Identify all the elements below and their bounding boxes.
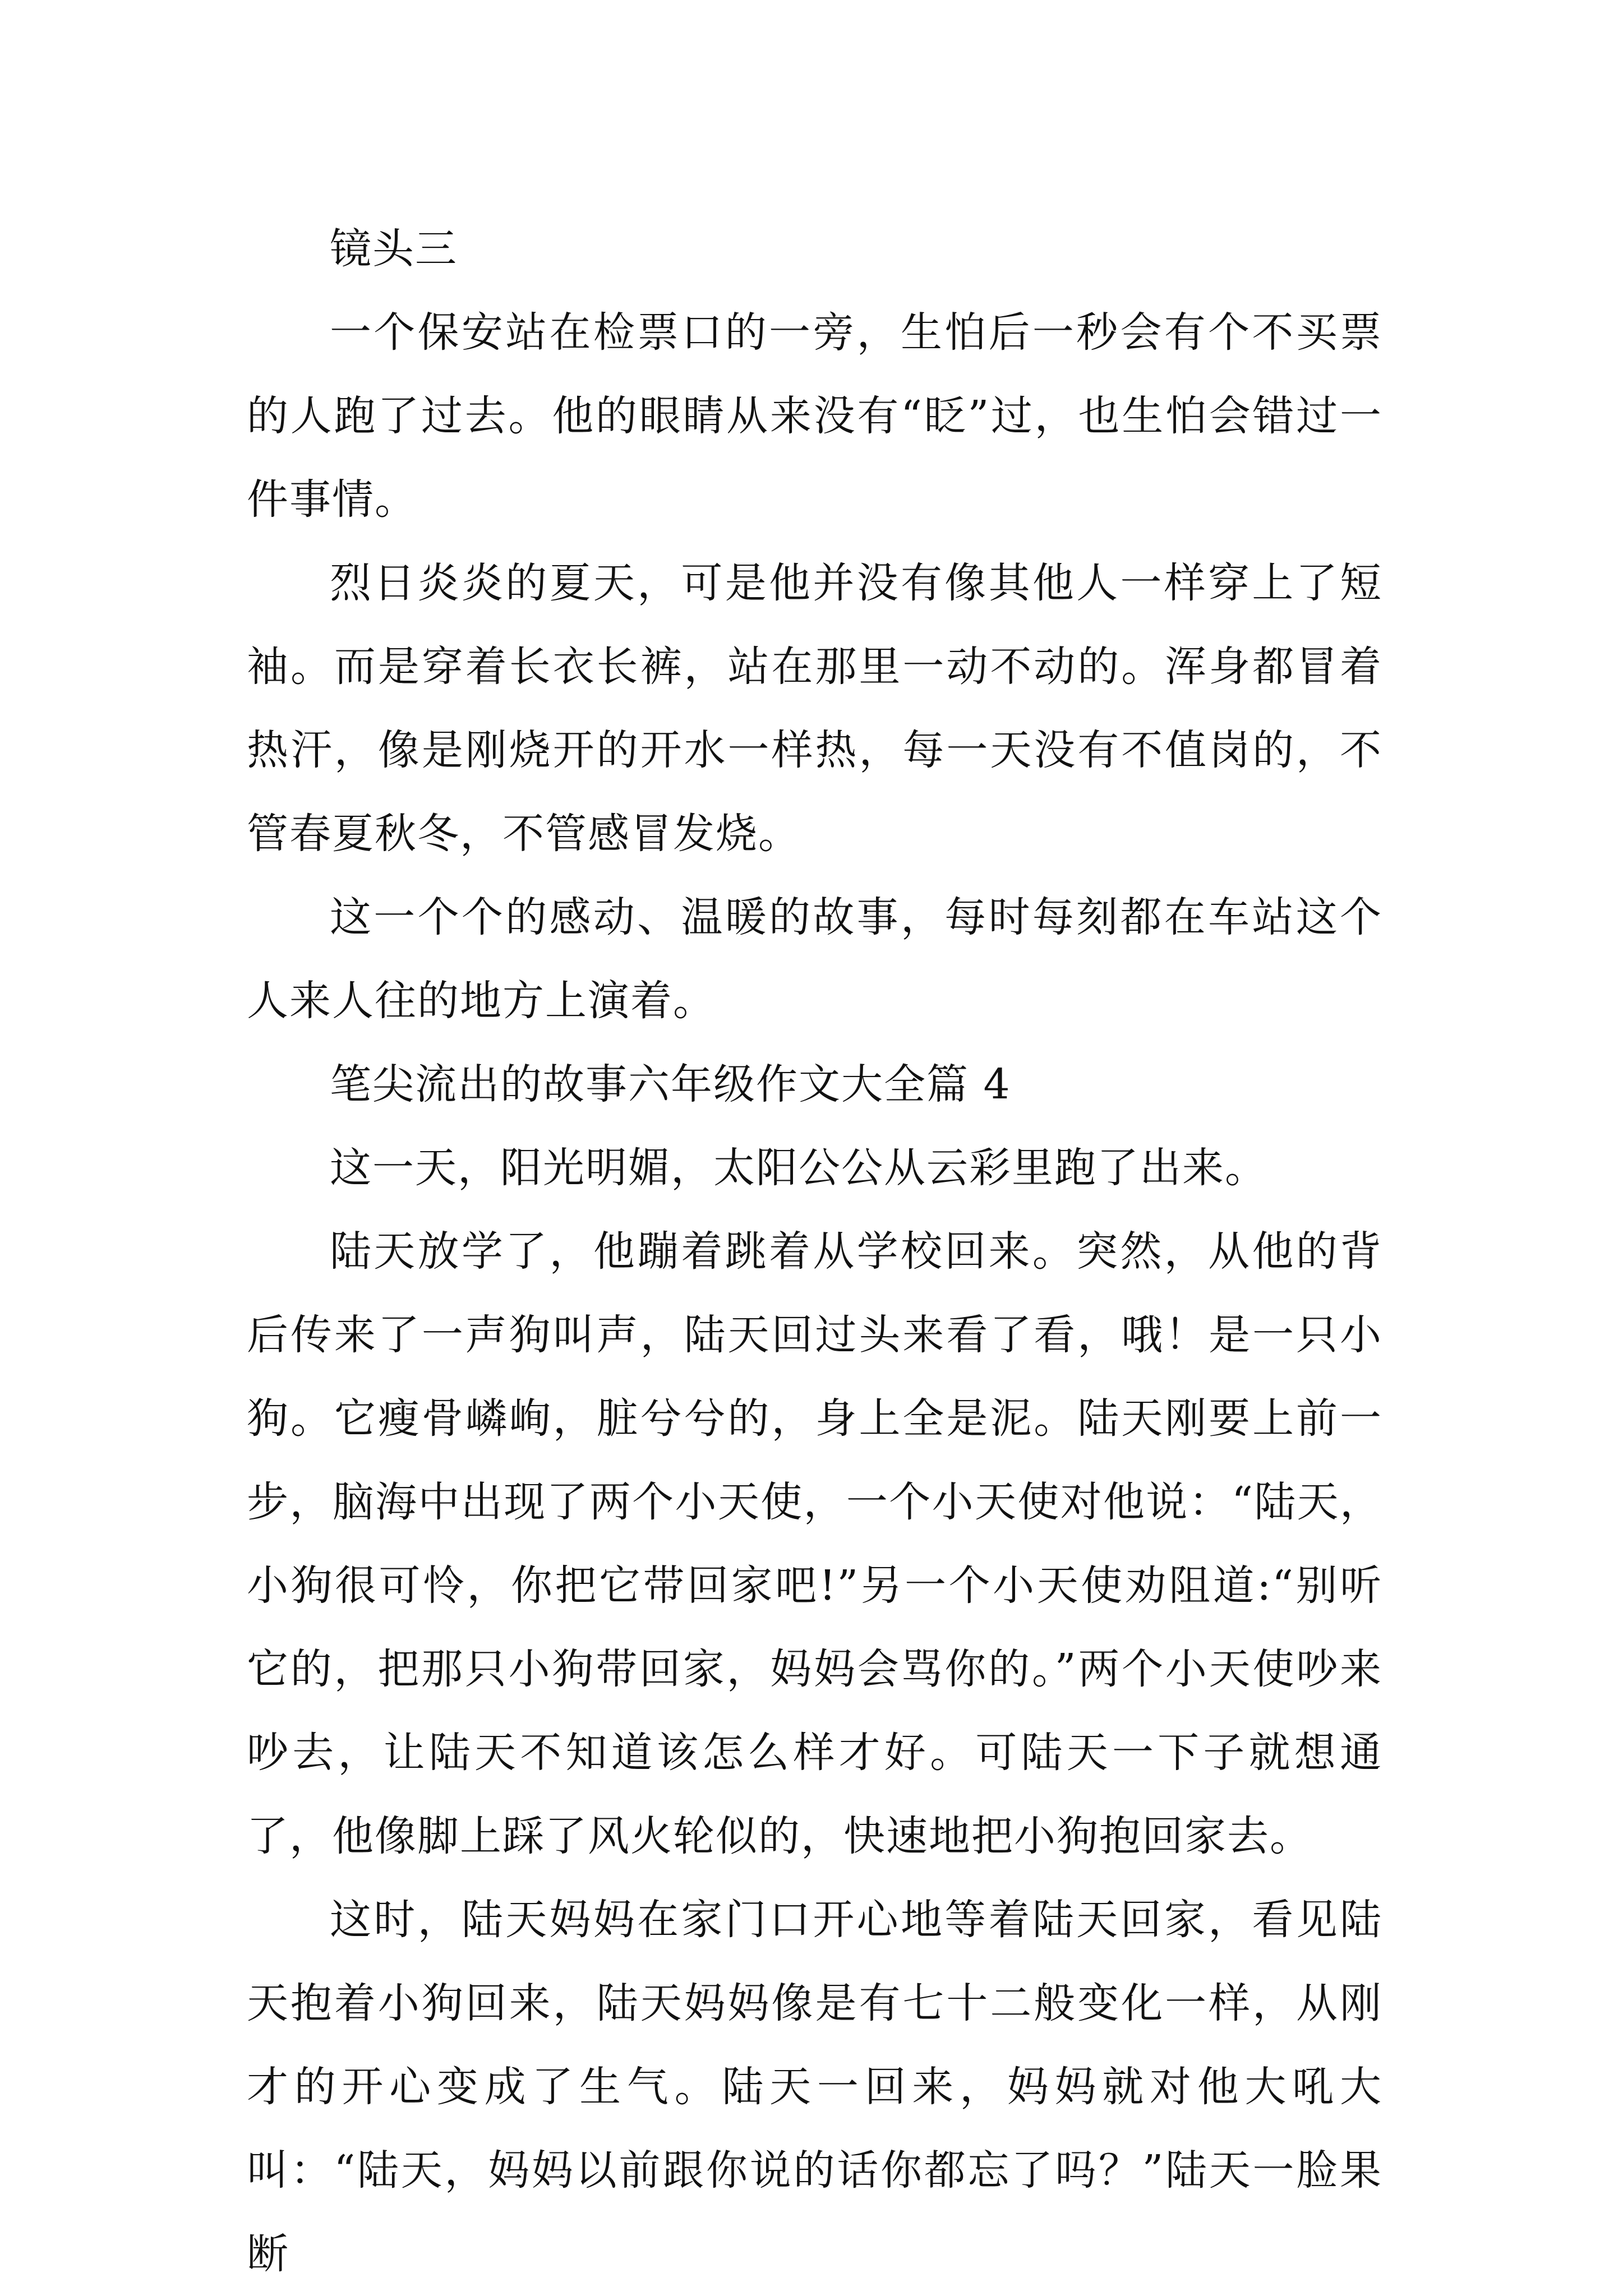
paragraph-security-guard: 一个保安站在检票口的一旁，生怕后一秒会有个不买票的人跑了过去。他的眼睛从来没有“眨”过，也生怕会错过一件事情。 <box>247 308 1382 524</box>
article-title-part-4: 笔尖流出的故事六年级作文大全篇 4 <box>330 1060 1011 1108</box>
paragraph-lu-tian-puppy: 陆天放学了，他蹦着跳着从学校回来。突然，从他的背后传来了一声狗叫声，陆天回过头来看了看，哦！是一只小狗。它瘦骨嶙峋，脏兮兮的，身上全是泥。陆天刚要上前一步，脑海中出现了两个小天使，一个小天使对他说：“陆天，小狗很可怜，你把它带回家吧!”另一个小天使劝阻道:“别听它的，把那只小狗带回家，妈妈会骂你的。”两个小天使吵来吵去，让陆天不知道该怎么样才好。可陆天一下子就想通了，他像脚上踩了风火轮似的，快速地把小狗抱回家去。 <box>247 1227 1382 1860</box>
paragraph-station-stories: 这一个个的感动、温暖的故事，每时每刻都在车站这个人来人往的地方上演着。 <box>247 893 1382 1025</box>
paragraph-mother-angry: 这时，陆天妈妈在家门口开心地等着陆天回家，看见陆天抱着小狗回来，陆天妈妈像是有七十二般变化一样，从刚才的开心变成了生气。陆天一回来，妈妈就对他大吼大叫：“陆天，妈妈以前跟你说的话你都忘了吗？”陆天一脸果断 <box>247 1896 1382 2278</box>
paragraph-sunny-day: 这一天，阳光明媚，太阳公公从云彩里跑了出来。 <box>330 1144 1267 1192</box>
paragraph-summer-heat: 烈日炎炎的夏天，可是他并没有像其他人一样穿上了短袖。而是穿着长衣长裤，站在那里一动不动的。浑身都冒着热汗，像是刚烧开的开水一样热，每一天没有不值岗的，不管春夏秋冬，不管感冒发烧。 <box>247 559 1382 858</box>
document-page <box>247 207 1382 2296</box>
section-heading-shot-three: 镜头三 <box>330 225 458 273</box>
